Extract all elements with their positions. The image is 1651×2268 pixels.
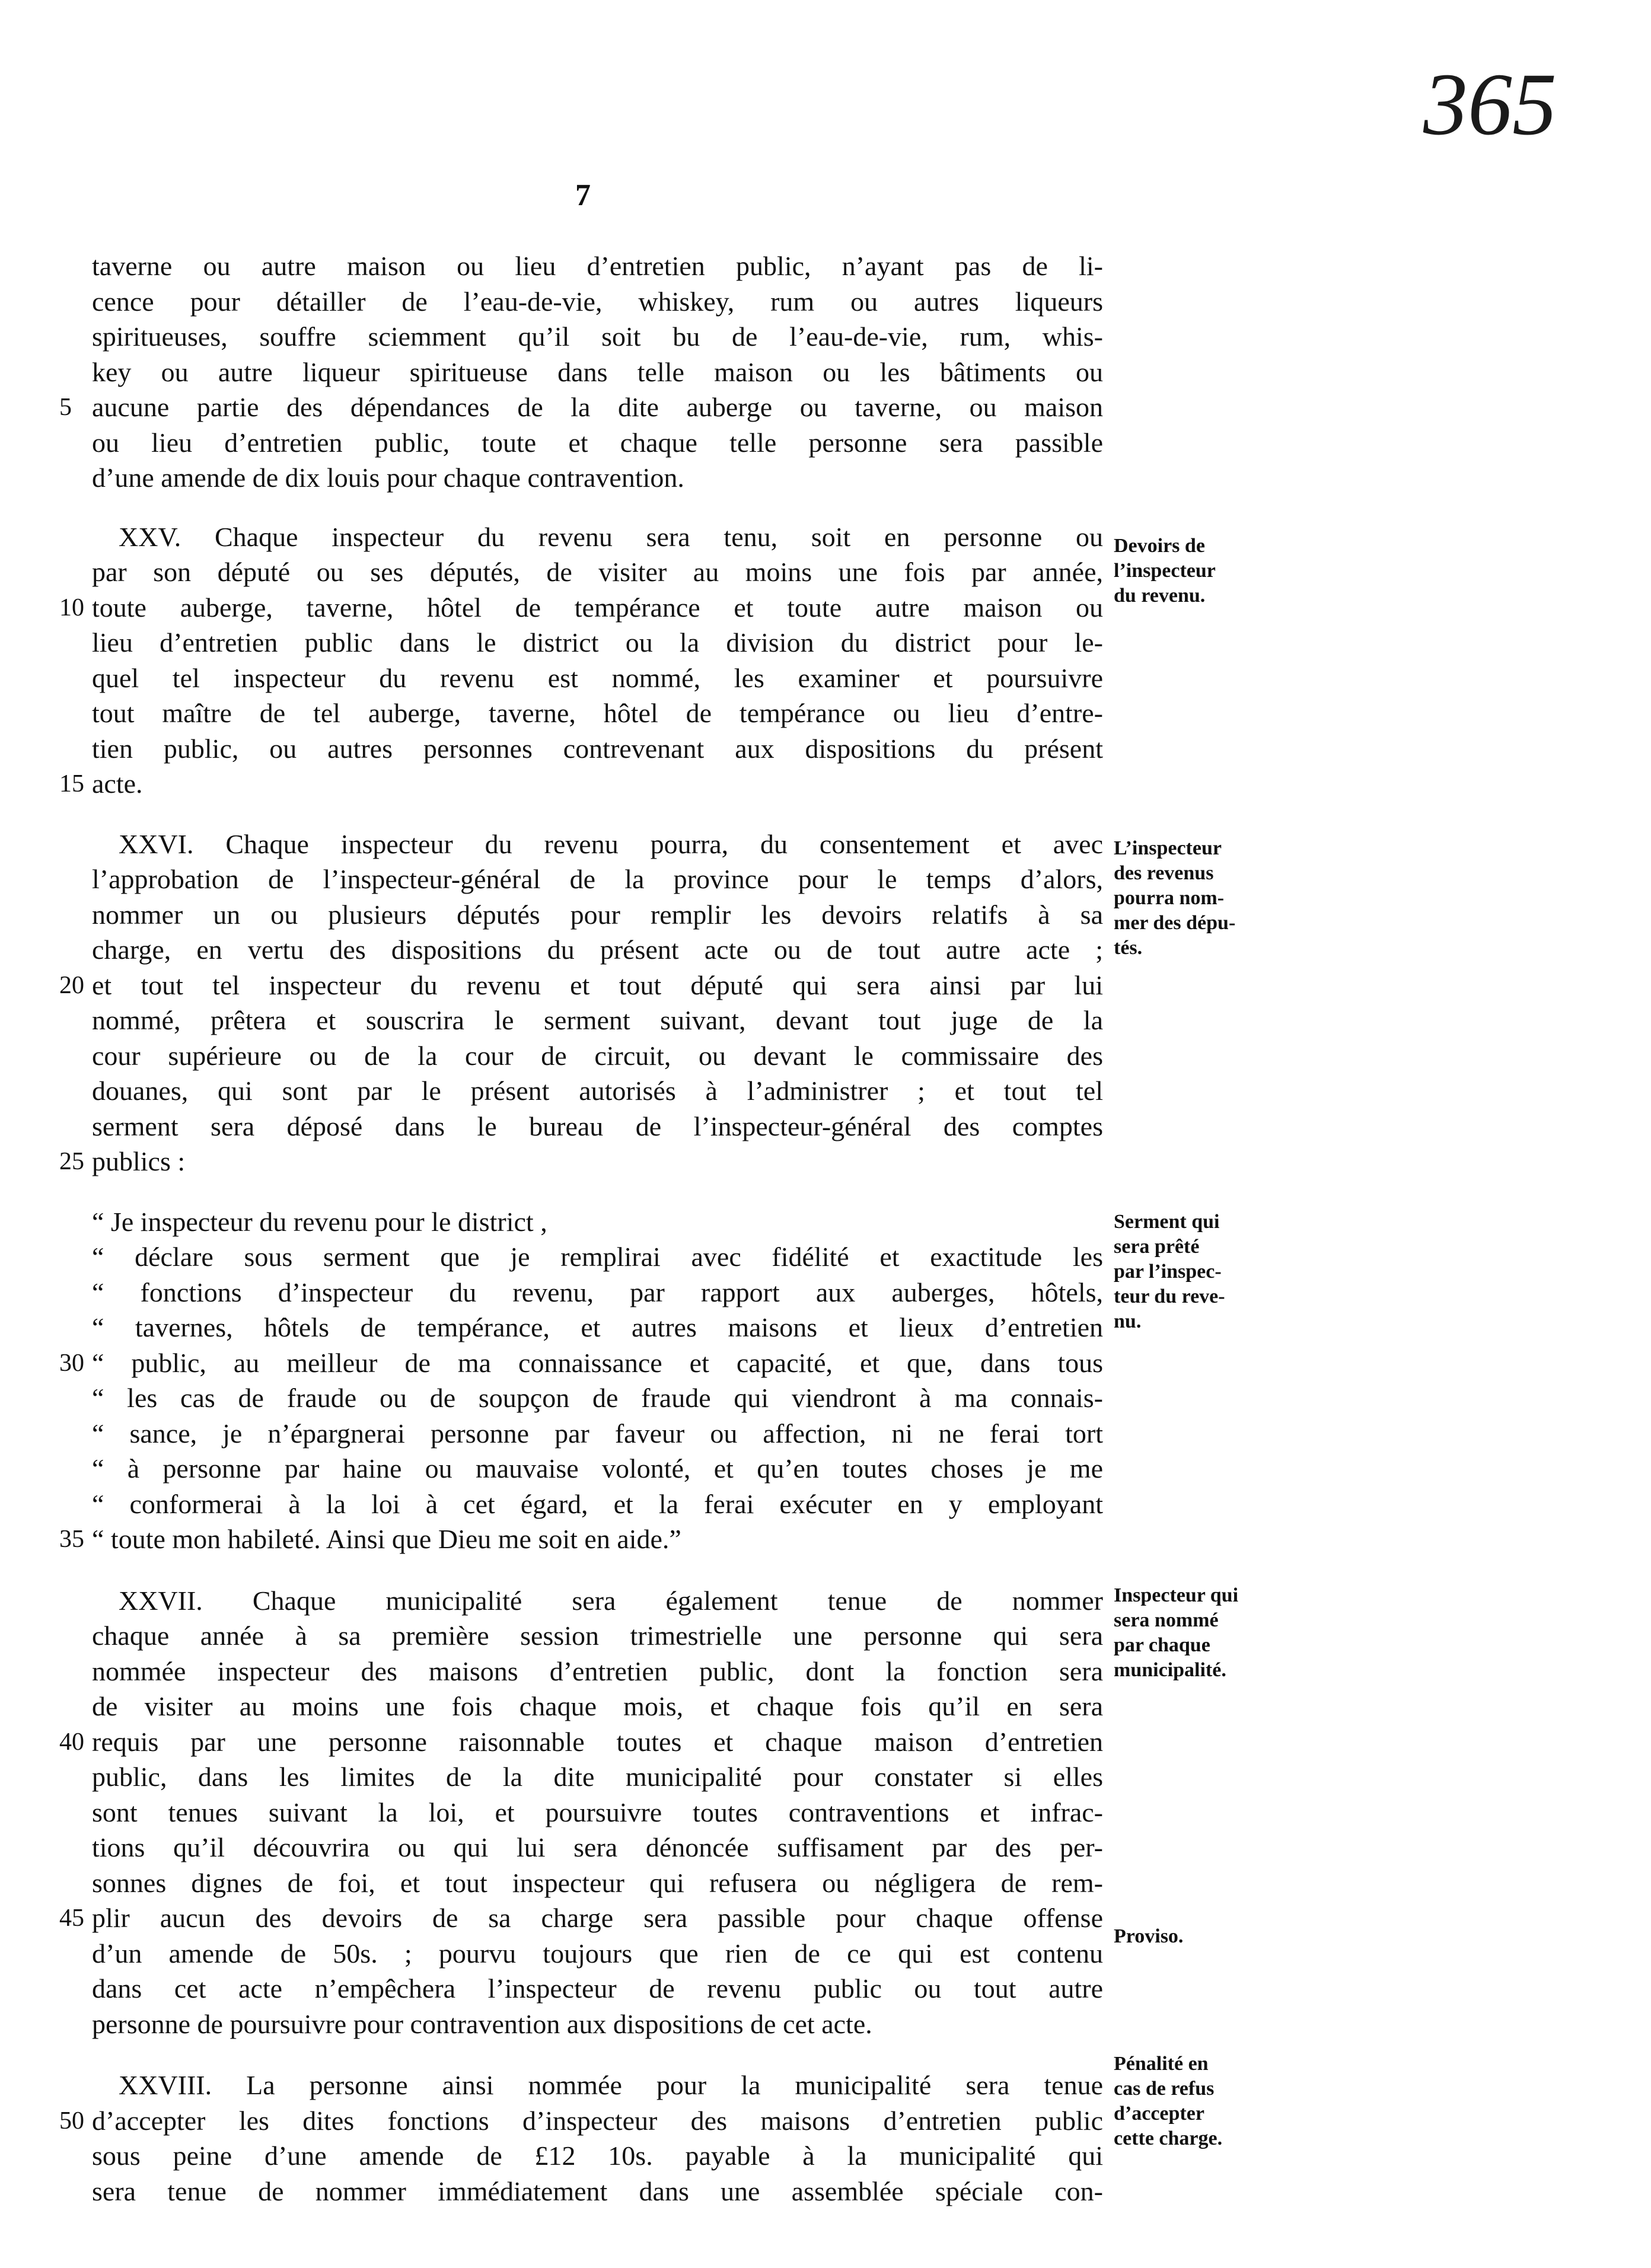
text-line: tions qu’il découvrira ou qui lui sera dénoncée suffisament par des per-	[92, 1832, 1103, 1862]
text-line: toute auberge, taverne, hôtel de tempérance et toute autre maison ou	[92, 592, 1103, 623]
text-line: public, dans les limites de la dite municipalité pour constater si elles	[92, 1762, 1103, 1792]
text-line: sonnes dignes de foi, et tout inspecteur qui refusera ou négligera de rem-	[92, 1867, 1103, 1898]
text-line: d’accepter les dites fonctions d’inspecteur des maisons d’entretien public	[92, 2105, 1103, 2136]
text-line: cence pour détailler de l’eau-de-vie, whiskey, rum ou autres liqueurs	[92, 286, 1103, 317]
page-number: 7	[575, 178, 591, 212]
text-line: quel tel inspecteur du revenu est nommé, les examiner et poursuivre	[92, 662, 1103, 693]
text-line: “ conformerai à la loi à cet égard, et la ferai exécuter en y employant	[92, 1488, 1103, 1519]
line-number: 40	[59, 1728, 84, 1756]
line-number: 20	[59, 971, 84, 999]
margin-note-inspecteur-municipal: Inspecteur qui sera nommé par chaque municipalité.	[1114, 1584, 1239, 1681]
text-line: “ les cas de fraude ou de soupçon de fraude qui viendront à ma connais-	[92, 1383, 1103, 1413]
margin-note-penalite: Pénalité en cas de refus d’accepter cette charge.	[1114, 2053, 1223, 2149]
margin-note-devoirs: Devoirs de l’inspecteur du revenu.	[1114, 535, 1216, 607]
text-line: key ou autre liqueur spiritueuse dans telle maison ou les bâtiments ou	[92, 356, 1103, 387]
text-line: spiritueuses, souffre sciemment qu’il soit bu de l’eau-de-vie, rum, whis-	[92, 321, 1103, 352]
text-line: “ tavernes, hôtels de tempérance, et autres maisons et lieux d’entretien	[92, 1312, 1103, 1342]
text-line: cour supérieure ou de la cour de circuit, ou devant le commissaire des	[92, 1040, 1103, 1071]
text-line: “ déclare sous serment que je remplirai avec fidélité et exactitude les	[92, 1242, 1103, 1272]
text-line: “ à personne par haine ou mauvaise volonté, et qu’en toutes choses je me	[92, 1453, 1103, 1484]
line-number: 25	[59, 1148, 84, 1175]
text-line: charge, en vertu des dispositions du présent acte ou de tout autre acte ;	[92, 934, 1103, 965]
text-line: tout maître de tel auberge, taverne, hôtel de tempérance ou lieu d’entre-	[92, 698, 1103, 728]
text-line: par son député ou ses députés, de visiter au moins une fois par année,	[92, 557, 1103, 587]
text-line: douanes, qui sont par le présent autorisés à l’administrer ; et tout tel	[92, 1076, 1103, 1106]
line-number: 30	[59, 1349, 84, 1377]
text-line: et tout tel inspecteur du revenu et tout député qui sera ainsi par lui	[92, 969, 1103, 1000]
margin-note-proviso: Proviso.	[1114, 1925, 1184, 1947]
text-line: nommée inspecteur des maisons d’entretien public, dont la fonction sera	[92, 1655, 1103, 1686]
text-line: nommer un ou plusieurs députés pour remplir les devoirs relatifs à sa	[92, 899, 1103, 930]
text-line: acte.	[92, 768, 143, 799]
text-line: ou lieu d’entretien public, toute et chaque telle personne sera passible	[92, 427, 1103, 458]
text-line: “ fonctions d’inspecteur du revenu, par rapport aux auberges, hôtels,	[92, 1277, 1103, 1307]
text-line: XXVIII. La personne ainsi nommée pour la municipalité sera tenue	[119, 2070, 1103, 2100]
text-line: “ sance, je n’épargnerai personne par faveur ou affection, ni ne ferai tort	[92, 1418, 1103, 1449]
margin-note-serment: Serment qui sera prêté par l’inspec- teur du reve- nu.	[1114, 1211, 1225, 1332]
text-line: “ Je inspecteur du revenu pour le district ,	[92, 1206, 547, 1237]
text-line: publics :	[92, 1146, 186, 1176]
text-line: dans cet acte n’empêchera l’inspecteur de revenu public ou tout autre	[92, 1973, 1103, 2004]
text-line: d’un amende de 50s. ; pourvu toujours que rien de ce qui est contenu	[92, 1938, 1103, 1969]
text-line: aucune partie des dépendances de la dite auberge ou taverne, ou maison	[92, 392, 1103, 422]
text-line: chaque année à sa première session trimestrielle une personne qui sera	[92, 1621, 1103, 1651]
line-number: 50	[59, 2107, 84, 2135]
margin-note-deputes: L’inspecteur des revenus pourra nom- mer des dépu- tés.	[1114, 837, 1236, 959]
text-line: serment sera déposé dans le bureau de l’inspecteur-général des comptes	[92, 1111, 1103, 1141]
text-line: d’une amende de dix louis pour chaque contravention.	[92, 462, 684, 493]
text-line: “ toute mon habileté. Ainsi que Dieu me soit en aide.”	[92, 1524, 681, 1554]
line-number: 45	[59, 1905, 84, 1932]
text-line: de visiter au moins une fois chaque mois, et chaque fois qu’il en sera	[92, 1691, 1103, 1721]
text-line: personne de poursuivre pour contravention aux dispositions de cet acte.	[92, 2008, 872, 2039]
handwritten-folio-number: 365	[1423, 55, 1557, 154]
line-number: 10	[59, 594, 84, 621]
line-number: 35	[59, 1526, 84, 1553]
text-line: sera tenue de nommer immédiatement dans une assemblée spéciale con-	[92, 2176, 1103, 2206]
text-line: nommé, prêtera et souscrira le serment suivant, devant tout juge de la	[92, 1005, 1103, 1035]
text-line: tien public, ou autres personnes contrevenant aux dispositions du présent	[92, 733, 1103, 764]
text-line: “ public, au meilleur de ma connaissance et capacité, et que, dans tous	[92, 1347, 1103, 1378]
text-line: plir aucun des devoirs de sa charge sera passible pour chaque offense	[92, 1903, 1103, 1933]
text-line: l’approbation de l’inspecteur-général de la province pour le temps d’alors,	[92, 864, 1103, 894]
text-line: XXVI. Chaque inspecteur du revenu pourra, du consentement et avec	[119, 828, 1103, 859]
text-line: XXVII. Chaque municipalité sera également tenue de nommer	[119, 1585, 1103, 1616]
text-line: lieu d’entretien public dans le district ou la division du district pour le-	[92, 627, 1103, 658]
text-line: sous peine d’une amende de £12 10s. payable à la municipalité qui	[92, 2141, 1103, 2171]
line-number: 5	[59, 394, 72, 421]
text-line: sont tenues suivant la loi, et poursuivre toutes contraventions et infrac-	[92, 1797, 1103, 1827]
text-line: XXV. Chaque inspecteur du revenu sera tenu, soit en personne ou	[119, 521, 1103, 552]
line-number: 15	[59, 770, 84, 798]
text-line: taverne ou autre maison ou lieu d’entretien public, n’ayant pas de li-	[92, 251, 1103, 281]
text-line: requis par une personne raisonnable toutes et chaque maison d’entretien	[92, 1726, 1103, 1757]
